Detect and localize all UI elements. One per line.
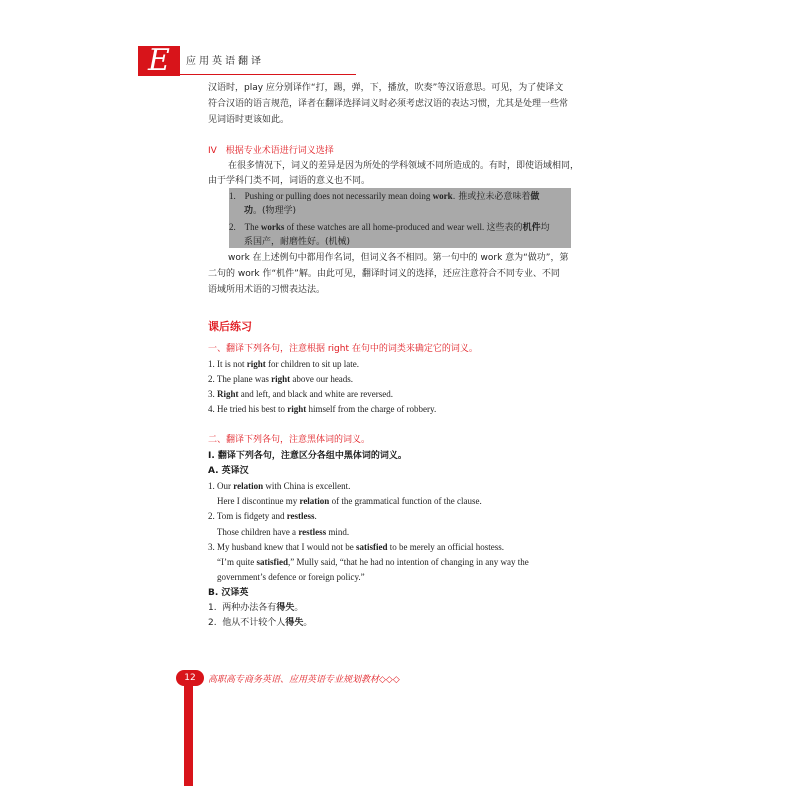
- footer-series-text: 高职高专商务英语、应用英语专业规划教材◇◇◇: [208, 675, 400, 685]
- example-1-line-1: 1. Pushing or pulling does not necessarily mean doing work. 推或拉未必意味着做: [229, 191, 540, 202]
- exercise-line: 3. Right and left, and black and white are reversed.: [208, 389, 393, 399]
- exercise-line: government’s defence or foreign policy.”: [208, 572, 365, 583]
- exercises-title: 课后练习: [208, 320, 252, 333]
- section-iv-para-1: 在很多情况下，词义的差异是因为所处的学科领域不同所造成的。有时，即使语域相同，: [228, 161, 580, 171]
- header-divider: [180, 74, 356, 75]
- intro-line-2: 符合汉语的语言规范，译者在翻译选择词义时必须考虑汉语的表达习惯，尤其是处理一些常: [208, 99, 569, 109]
- example-2-line-2: 系国产，耐磨性好。(机械): [244, 237, 351, 247]
- exercise-line: “I’m quite satisfied,” Mully said, “that he had no intention of changing in any way the: [208, 557, 529, 567]
- exercise-part-1-heading: 一、翻译下列各句，注意根据 right 在句中的词类来确定它的词义。: [208, 344, 478, 354]
- intro-line-1: 汉语时，play 应分别译作“打，踢，弹，下，播放，吹奏”等汉语意思。可见，为了使译文: [208, 83, 564, 93]
- section-iv-note-1: work 在上述例句中都用作名词，但词义各不相同。第一句中的 work 意为“做功”，第: [228, 253, 569, 263]
- section-iv-note-3: 语域所用术语的习惯表达法。: [208, 285, 326, 295]
- exercise-line: 1. It is not right for children to sit up late.: [208, 359, 359, 369]
- exercise-line: 2. The plane was right above our heads.: [208, 374, 354, 384]
- footer-red-bar: [184, 676, 193, 786]
- section-iv-heading: IV 根据专业术语进行词义选择: [208, 146, 334, 156]
- exercise-line: 1. 两种办法各有得失。: [208, 603, 304, 613]
- page-number: 12: [176, 670, 204, 686]
- exercise-line: 4. He tried his best to right himself from the charge of robbery.: [208, 404, 437, 414]
- exercise-line: 2. Tom is fidgety and restless.: [208, 511, 317, 522]
- exercise-line: Here I discontinue my relation of the grammatical function of the clause.: [208, 496, 482, 507]
- exercise-line: 3. My husband knew that I would not be satisfied to be merely an official hostess.: [208, 541, 505, 552]
- header-logo-letter: E: [148, 43, 170, 78]
- exercise-line: 2. 他从不计较个人得失。: [208, 618, 313, 628]
- example-2-line-1: 2. The works of these watches are all home-produced and wear well. 这些表的机件均: [229, 222, 550, 233]
- exercise-line: 1. Our relation with China is excellent.: [208, 481, 351, 491]
- example-1-line-2: 功。(物理学): [244, 206, 297, 216]
- exercise-part-2-sub-i: I. 翻译下列各句，注意区分各组中黑体词的词义。: [208, 451, 407, 461]
- book-title: 应用英语翻译: [186, 56, 264, 67]
- section-iv-note-2: 二句的 work 作“机件”解。由此可见，翻译时词义的选择，还应注意符合不同专业、不同: [208, 269, 560, 279]
- exercise-part-2-sub-a: A. 英译汉: [208, 466, 249, 476]
- exercise-part-2-sub-b: B. 汉译英: [208, 588, 249, 598]
- section-iv-para-2: 由于学科门类不同，词语的意义也不同。: [208, 176, 371, 186]
- exercise-part-2-heading: 二、翻译下列各句，注意黑体词的词义。: [208, 435, 371, 445]
- exercise-line: Those children have a restless mind.: [208, 526, 350, 537]
- intro-line-3: 见词语时更该如此。: [208, 115, 290, 125]
